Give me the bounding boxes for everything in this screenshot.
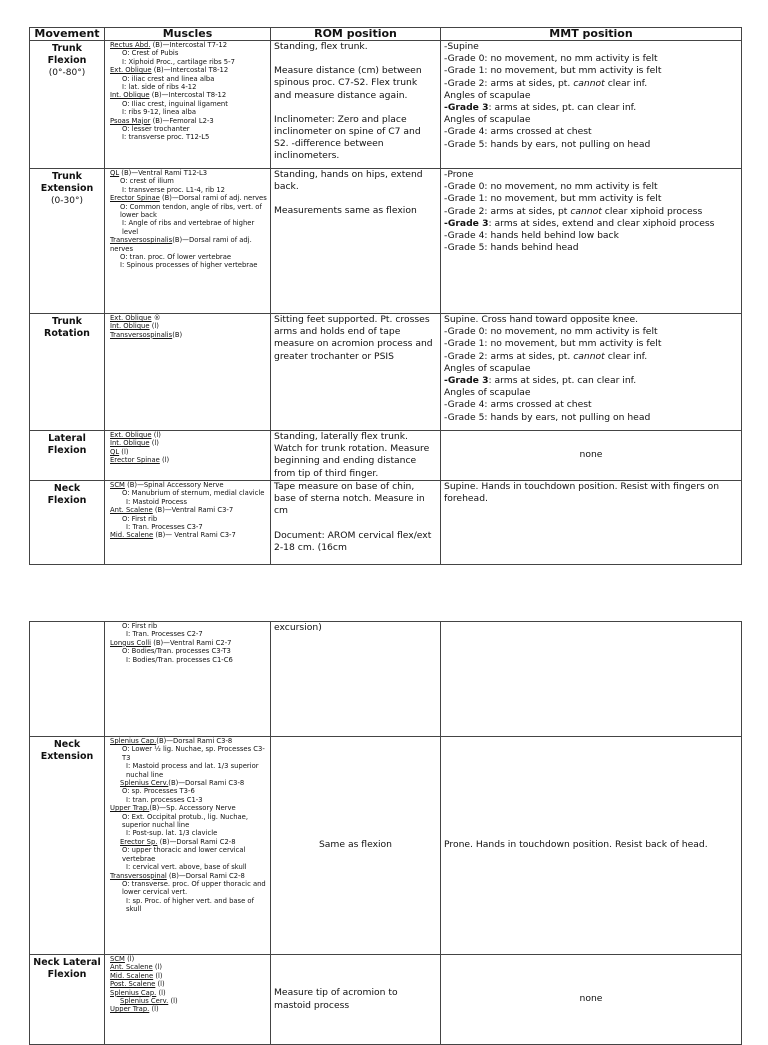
- row-neck-flexion: [30, 481, 742, 565]
- muscle-line: [110, 989, 267, 997]
- rom-cell: [271, 41, 441, 169]
- mmt-line: -Grade 0: no movement, no mm activity is felt: [444, 326, 658, 338]
- grade-3-label: -Grade 3: [444, 102, 489, 114]
- mmt-cell: [441, 481, 742, 565]
- muscle-detail: I: transverse proc. T12-L5: [122, 133, 210, 142]
- mmt-line: -Grade 1: no movement, but mm activity is felt: [444, 338, 662, 350]
- muscle-name: Erector Spinae: [110, 194, 160, 203]
- rom-line: [274, 193, 437, 205]
- rom-line: [274, 102, 437, 114]
- muscle-line: [110, 253, 267, 261]
- muscle-name: Splenius Cap.: [110, 988, 157, 997]
- muscles-cell: [105, 955, 271, 1045]
- header-muscles: Muscles: [105, 28, 271, 41]
- muscle-line: [110, 439, 267, 447]
- movement-name: Lateral Flexion: [47, 433, 87, 456]
- mmt-line: -Grade 0: no movement, no mm activity is felt: [444, 53, 658, 65]
- muscle-name: Ext. Oblique: [110, 66, 152, 75]
- rom-line: Document: AROM cervical flex/ext 2-18 cm. (16cm: [274, 529, 432, 553]
- movement-range: (0-30°): [51, 196, 83, 206]
- muscles-cell: [105, 169, 271, 314]
- movement-cell: [30, 41, 105, 169]
- muscle-line: [110, 813, 267, 830]
- mmt-line: -Grade 0: no movement, no mm activity is felt: [444, 181, 658, 193]
- muscle-detail: O: First rib: [122, 622, 158, 630]
- muscle-name: Int. Oblique: [110, 439, 150, 448]
- muscle-detail: O: lesser trochanter: [122, 125, 190, 134]
- mmt-line: -Grade 2: arms at sides, pt cannot clear xiphoid process: [444, 205, 703, 217]
- muscle-name: Transversospinal: [110, 871, 167, 880]
- muscle-name: Mid. Scalene: [110, 531, 154, 540]
- mmt-cell: none: [441, 431, 742, 481]
- muscle-line: [110, 745, 267, 762]
- movement-cell: [30, 481, 105, 565]
- muscle-detail: ®: [151, 314, 161, 322]
- muscle-line: [110, 261, 267, 269]
- mmt-line: -Grade 3: arms at sides, pt. can clear inf.: [444, 102, 637, 114]
- row-trunk-rotation: [30, 314, 742, 431]
- muscle-line: [110, 980, 267, 988]
- muscle-line: [110, 314, 267, 322]
- row-neck-flexion-cont: [30, 622, 742, 737]
- muscle-line: [110, 236, 267, 253]
- muscles-cell: [105, 314, 271, 431]
- mmt-line: -Grade 1: no movement, but mm activity is felt: [444, 65, 662, 77]
- muscle-detail: I: Tran. Processes C2-7: [126, 630, 203, 639]
- muscle-detail: O: Bodies/Tran. processes C3-T3: [122, 647, 231, 656]
- muscle-line: [110, 186, 267, 194]
- muscle-detail: I: Spinous processes of higher vertebrae: [120, 261, 258, 270]
- muscle-name: Transversospinalis: [110, 330, 173, 339]
- muscle-line: [110, 787, 267, 795]
- muscle-name: QL: [110, 169, 120, 177]
- mmt-line: -Supine: [444, 41, 479, 52]
- muscle-line: [110, 1005, 267, 1013]
- emphasis: cannot: [570, 205, 602, 217]
- muscle-line: [110, 531, 267, 539]
- muscle-detail: O: Ext. Occipital protub., lig. Nuchae, superior nuchal line: [122, 812, 249, 830]
- muscle-line: [110, 838, 267, 846]
- header-rom: ROM position: [271, 28, 441, 41]
- muscle-detail: (l): [151, 431, 161, 439]
- muscle-detail: (l): [119, 447, 129, 456]
- muscle-name: Upper Trap.: [110, 1005, 150, 1014]
- muscles-cell: [105, 431, 271, 481]
- muscle-detail: O: iliac crest and linea alba: [122, 74, 215, 83]
- muscle-line: [110, 796, 267, 804]
- muscle-detail: O: Lower ½ lig. Nuchae, sp. Processes C3-T3: [122, 745, 265, 762]
- muscle-detail: (B)—Dorsal rami of adj. nerves: [110, 236, 252, 253]
- muscle-line: [110, 622, 267, 630]
- movement-name: Trunk Extension: [40, 171, 94, 194]
- muscle-line: [110, 498, 267, 506]
- movement-cell: [30, 955, 105, 1045]
- muscle-line: [110, 872, 267, 880]
- muscle-line: [110, 117, 267, 125]
- muscle-line: [110, 219, 267, 236]
- rom-cell: [271, 431, 441, 481]
- muscle-name: Psoas Major: [110, 116, 151, 125]
- muscle-line: [110, 762, 267, 779]
- muscle-line: [110, 506, 267, 514]
- rom-cell: [271, 481, 441, 565]
- muscle-line: [110, 846, 267, 863]
- muscle-line: [110, 194, 267, 202]
- rom-cell: Same as flexion: [271, 737, 441, 955]
- movement-cell: [30, 431, 105, 481]
- muscle-name: SCM: [110, 955, 125, 963]
- muscle-line: [110, 75, 267, 83]
- mmt-cell: [441, 169, 742, 314]
- header-mmt: MMT position: [441, 28, 742, 41]
- muscle-line: [110, 963, 267, 971]
- rom-mmt-table-page1: [29, 27, 742, 565]
- muscle-detail: (l): [168, 997, 178, 1006]
- muscle-detail: (l): [159, 456, 170, 465]
- muscles-cell: [105, 737, 271, 955]
- movement-name: Neck Extension: [40, 739, 94, 762]
- movement-cell: [30, 737, 105, 955]
- rom-line: Standing, flex trunk.: [274, 41, 368, 52]
- muscle-name: Ext. Oblique: [110, 314, 152, 322]
- muscle-detail: (B)—Dorsal Rami C3-8: [156, 737, 233, 745]
- rom-line: [274, 53, 437, 65]
- muscle-detail: (B): [172, 330, 183, 339]
- muscle-detail: (B)—Ventral Rami T12-L3: [119, 169, 208, 177]
- row-lateral-flexion: [30, 431, 742, 481]
- muscle-line: [110, 169, 267, 177]
- muscle-detail: (l): [149, 1005, 159, 1014]
- muscle-name: Splenius Cerv.: [120, 779, 169, 788]
- muscle-detail: I: Post-sup. lat. 1/3 clavicle: [126, 829, 218, 838]
- rom-cell: [271, 169, 441, 314]
- muscle-name: Int. Oblique: [110, 322, 150, 331]
- rom-line: Measurements same as flexion: [274, 205, 417, 217]
- muscle-line: [110, 955, 267, 963]
- muscle-line: [110, 897, 267, 914]
- rom-line: Standing, hands on hips, extend back.: [274, 169, 423, 193]
- muscle-detail: I: Angle of ribs and vertebrae of higher level: [122, 219, 255, 236]
- muscle-detail: (l): [153, 971, 163, 980]
- muscle-detail: O: transverse. proc. Of upper thoracic and lower cervical vert.: [122, 879, 266, 897]
- rom-mmt-table-page2: [29, 621, 742, 1045]
- rom-line: Sitting feet supported. Pt. crosses arms and holds end of tape measure on acromion process and greater trochanter or PSIS: [274, 314, 433, 362]
- mmt-line: -Prone: [444, 169, 474, 180]
- movement-name: Trunk Flexion: [47, 43, 87, 66]
- muscle-name: Rectus Abd.: [110, 41, 151, 49]
- muscle-line: [110, 779, 267, 787]
- muscle-detail: O: Iliac crest, inguinal ligament: [122, 99, 228, 108]
- muscle-line: [110, 880, 267, 897]
- muscle-detail: I: Mastoid process and lat. 1/3 superior nuchal line: [126, 762, 259, 779]
- mmt-line: -Grade 5: hands behind head: [444, 242, 579, 254]
- row-neck-lateral-flexion: [30, 955, 742, 1045]
- muscle-detail: I: ribs 9-12, linea alba: [122, 108, 197, 117]
- rom-line: Measure distance (cm) between spinous proc. C7-S2. Flex trunk and measure distance again.: [274, 65, 422, 101]
- muscle-line: [110, 125, 267, 133]
- muscle-detail: (l): [124, 955, 135, 963]
- mmt-cell: [441, 314, 742, 431]
- muscle-line: [110, 829, 267, 837]
- muscle-line: [110, 66, 267, 74]
- movement-name: Trunk Rotation: [44, 316, 90, 339]
- muscle-detail: (l): [149, 322, 159, 331]
- movement-cell: [30, 169, 105, 314]
- mmt-line: -Grade 4: arms crossed at chest: [444, 126, 592, 138]
- row-trunk-flexion: [30, 41, 742, 169]
- muscle-line: [110, 523, 267, 531]
- mmt-line: -Grade 4: arms crossed at chest: [444, 399, 592, 411]
- movement-name: Neck Flexion: [47, 483, 87, 506]
- muscle-detail: I: transverse proc. L1-4, rib 12: [122, 185, 226, 194]
- mmt-cell: [441, 737, 742, 955]
- mmt-line: Angles of scapulae: [444, 362, 531, 374]
- mmt-line: Supine. Cross hand toward opposite knee.: [444, 314, 639, 325]
- muscle-detail: O: sp. Processes T3-6: [122, 787, 195, 796]
- header-movement: Movement: [30, 28, 105, 41]
- muscle-line: [110, 647, 267, 655]
- muscle-line: [110, 639, 267, 647]
- muscle-detail: (B)—Dorsal Rami C2-8: [157, 837, 236, 846]
- muscles-cell: [105, 41, 271, 169]
- mmt-cell: none: [441, 955, 742, 1045]
- muscle-line: [110, 863, 267, 871]
- mmt-line: -Grade 3: arms at sides, pt. can clear inf.: [444, 375, 637, 387]
- muscle-detail: O: Crest of Pubis: [122, 49, 179, 58]
- rom-line: Inclinometer: Zero and place inclinometer on spine of C7 and S2. -difference between inclinometers.: [274, 113, 421, 162]
- muscle-detail: (B)—Sp. Accessory Nerve: [149, 804, 236, 813]
- muscle-line: [110, 456, 267, 464]
- mmt-line: Supine. Hands in touchdown position. Resist with fingers on forehead.: [444, 481, 720, 505]
- muscles-cell: [105, 622, 271, 737]
- muscle-detail: O: Manubrium of sternum, medial clavicle: [122, 489, 265, 498]
- muscle-detail: I: cervical vert. above, base of skull: [126, 863, 247, 872]
- muscle-line: [110, 489, 267, 497]
- muscle-detail: O: crest of ilium: [120, 177, 174, 186]
- header-row: [30, 28, 742, 41]
- muscle-detail: (B)—Spinal Accessory Nerve: [124, 481, 224, 489]
- mmt-cell: [441, 622, 742, 737]
- muscle-line: [110, 481, 267, 489]
- muscle-line: [110, 83, 267, 91]
- muscle-name: Post. Scalene: [110, 980, 156, 989]
- movement-cell: [30, 314, 105, 431]
- muscle-detail: O: upper thoracic and lower cervical vertebrae: [122, 846, 246, 863]
- muscle-name: Ant. Scalene: [110, 506, 153, 515]
- muscle-line: [110, 331, 267, 339]
- mmt-line: Angles of scapulae: [444, 387, 531, 399]
- muscle-detail: (B)—Femoral L2-3: [150, 116, 214, 125]
- muscle-detail: (B)—Dorsal rami of adj. nerves: [159, 194, 267, 203]
- muscle-name: Ext. Oblique: [110, 431, 152, 439]
- muscle-detail: (B)—Intercostal T7-12: [150, 41, 228, 49]
- muscle-detail: I: Tran. Processes C3-7: [126, 523, 203, 532]
- muscle-name: SCM: [110, 481, 125, 489]
- muscle-line: [110, 49, 267, 57]
- muscle-line: [110, 515, 267, 523]
- muscle-detail: I: Mastoid Process: [126, 497, 187, 506]
- muscle-name: Ant. Scalene: [110, 963, 153, 972]
- muscle-name: Erector Spinae: [110, 456, 160, 465]
- muscle-line: [110, 431, 267, 439]
- mmt-line: -Grade 5: hands by ears, not pulling on head: [444, 411, 651, 423]
- mmt-line: Angles of scapulae: [444, 89, 531, 101]
- muscle-line: [110, 972, 267, 980]
- muscle-line: [110, 203, 267, 220]
- muscle-detail: I: Xiphoid Proc., cartilage ribs 5-7: [122, 57, 235, 66]
- muscle-line: [110, 100, 267, 108]
- muscle-detail: I: Bodies/Tran. processes C1-C6: [126, 655, 233, 664]
- mmt-line: -Grade 4: hands held behind low back: [444, 230, 619, 242]
- muscle-name: Longus Colli: [110, 638, 152, 647]
- row-neck-extension: [30, 737, 742, 955]
- movement-cell: [30, 622, 105, 737]
- muscle-name: Splenius Cap.: [110, 737, 157, 745]
- row-trunk-extension: [30, 169, 742, 314]
- rom-line: Standing, laterally flex trunk. Watch for trunk rotation. Measure beginning and ending distance from tip of third finger.: [274, 431, 430, 479]
- muscle-name: QL: [110, 447, 120, 456]
- muscle-line: [110, 656, 267, 664]
- muscle-detail: (B)—Ventral Rami C2-7: [151, 638, 232, 647]
- muscle-detail: (B)—Ventral Rami C3-7: [152, 506, 234, 515]
- rom-cell: [271, 314, 441, 431]
- muscle-detail: (l): [156, 988, 166, 997]
- muscle-detail: (l): [152, 963, 163, 972]
- muscle-name: Transversospinalis: [110, 236, 173, 245]
- emphasis: cannot: [573, 77, 605, 89]
- grade-3-label: -Grade 3: [444, 217, 489, 229]
- muscle-detail: O: Common tendon, angle of ribs, vert. of lower back: [120, 202, 262, 220]
- rom-line: [274, 518, 437, 530]
- muscle-line: [110, 448, 267, 456]
- movement-name: Neck Lateral Flexion: [33, 957, 101, 980]
- emphasis: cannot: [573, 350, 605, 362]
- muscle-line: [110, 108, 267, 116]
- muscle-line: [110, 322, 267, 330]
- muscles-cell: [105, 481, 271, 565]
- muscle-detail: (l): [149, 439, 159, 448]
- muscle-detail: I: tran. processes C1-3: [126, 795, 203, 804]
- mmt-line: Angles of scapulae: [444, 114, 531, 126]
- rom-line: Tape measure on base of chin, base of sterna notch. Measure in cm: [274, 481, 425, 517]
- muscle-name: Erector Sp.: [120, 837, 158, 846]
- muscle-detail: (B)—Intercostal T8-12: [149, 91, 227, 100]
- muscle-detail: (l): [155, 980, 165, 989]
- muscle-line: [110, 133, 267, 141]
- mmt-cell: [441, 41, 742, 169]
- muscle-line: [110, 737, 267, 745]
- mmt-line: -Grade 2: arms at sides, pt. cannot clear inf.: [444, 350, 648, 362]
- muscle-line: [110, 997, 267, 1005]
- muscle-line: [110, 177, 267, 185]
- muscle-name: Int. Oblique: [110, 91, 150, 100]
- muscle-detail: (B)—Dorsal Rami C2-8: [166, 871, 245, 880]
- muscle-name: Mid. Scalene: [110, 971, 154, 980]
- mmt-line: -Grade 1: no movement, but mm activity is felt: [444, 193, 662, 205]
- muscle-line: [110, 41, 267, 49]
- mmt-text: Prone. Hands in touchdown position. Resist back of head.: [444, 839, 708, 851]
- muscle-line: [110, 91, 267, 99]
- grade-3-label: -Grade 3: [444, 375, 489, 387]
- muscle-detail: I: lat. side of ribs 4-12: [122, 83, 197, 92]
- mmt-line: -Grade 2: arms at sides, pt. cannot clear inf.: [444, 77, 648, 89]
- muscle-name: Splenius Cerv.: [120, 997, 169, 1006]
- muscle-detail: O: tran. proc. Of lower vertebrae: [120, 253, 232, 262]
- muscle-detail: I: sp. Proc. of higher vert. and base of skull: [126, 896, 254, 914]
- muscle-line: [110, 58, 267, 66]
- muscle-line: [110, 630, 267, 638]
- muscle-detail: O: First rib: [122, 514, 158, 523]
- mmt-line: -Grade 5: hands by ears, not pulling on head: [444, 138, 651, 150]
- muscle-detail: (B)—Intercostal T8-12: [151, 66, 229, 75]
- rom-cell: Measure tip of acromion to mastoid process: [271, 955, 441, 1045]
- muscle-line: [110, 804, 267, 812]
- muscle-detail: (B)—Dorsal Rami C3-8: [168, 779, 245, 788]
- muscle-name: Upper Trap.: [110, 804, 150, 813]
- mmt-line: -Grade 3: arms at sides, extend and clear xiphoid process: [444, 217, 715, 229]
- movement-range: (0°-80°): [48, 68, 86, 78]
- rom-cell: excursion): [271, 622, 441, 737]
- muscle-detail: (B)— Ventral Rami C3-7: [153, 531, 236, 540]
